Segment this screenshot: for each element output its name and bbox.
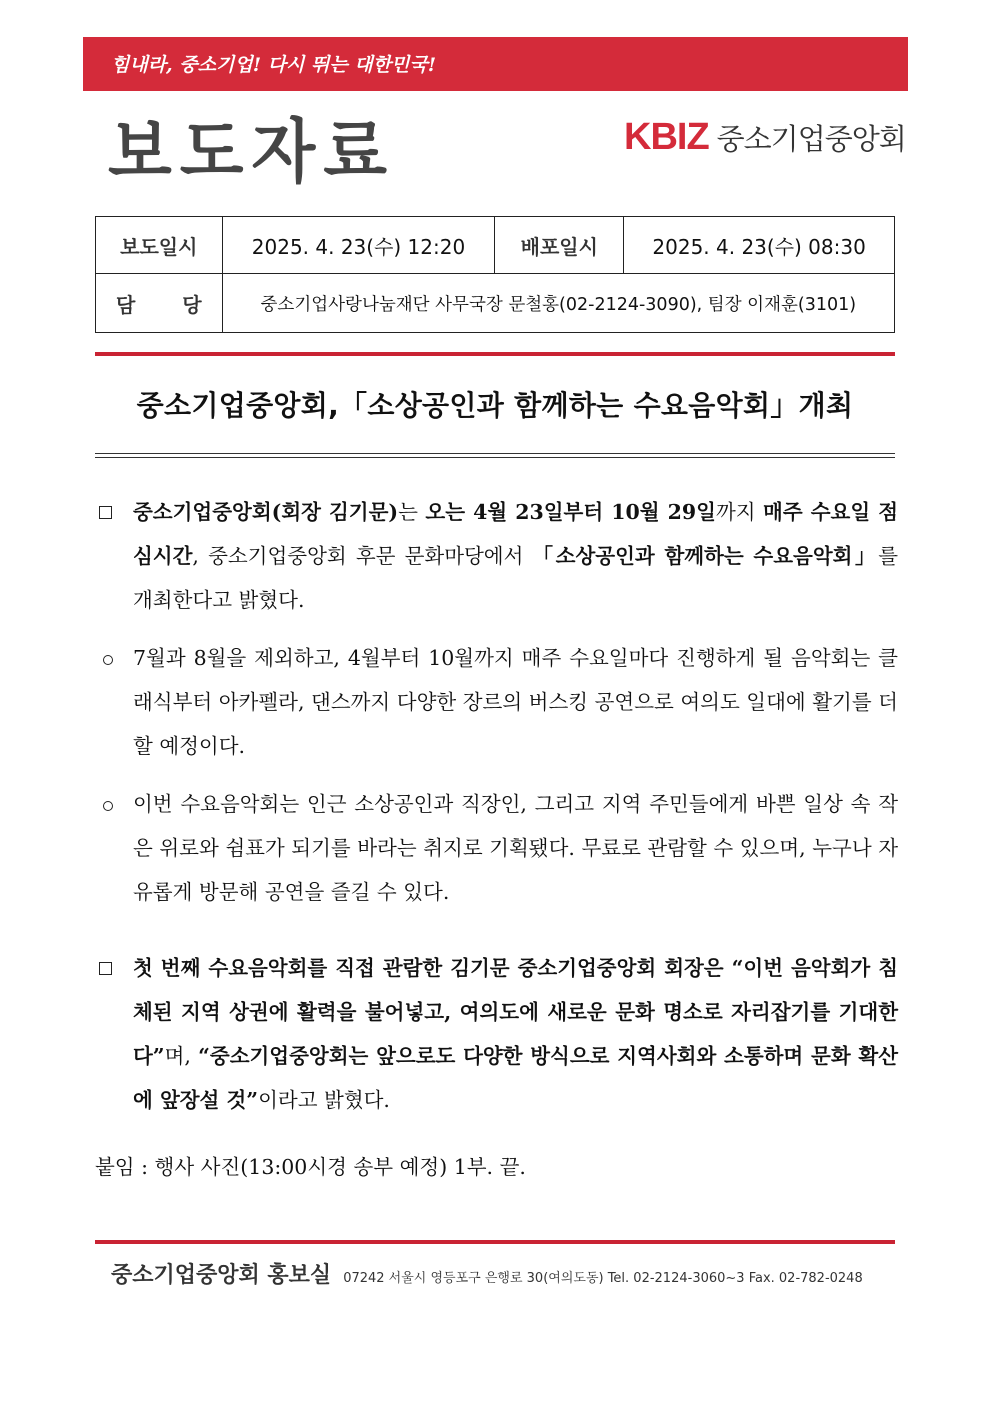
document-type-title: 보도자료	[108, 111, 396, 193]
paragraph-4	[95, 946, 898, 1122]
press-headline: 중소기업중앙회,「소상공인과 함께하는 수요음악회」개최	[136, 389, 854, 422]
slogan-banner	[83, 37, 908, 91]
p1-time: 매주 수요일 점심시간	[133, 500, 899, 568]
p1-text: , 중소기업중앙회 후문 문화마당에서	[192, 544, 533, 568]
attachment-note: 붙임 : 행사 사진(13:00시경 송부 예정) 1부. 끝.	[95, 1155, 526, 1179]
paragraph-1	[95, 490, 898, 622]
contact-label-part-2: 당	[182, 292, 202, 317]
paragraph-2	[95, 636, 898, 768]
paragraph-3	[95, 782, 898, 914]
contact-label	[96, 274, 223, 333]
p1-text: 를 개최한다고 밝혔다.	[133, 544, 898, 612]
p1-event-name: 「소상공인과 함께하는 수요음악회」	[532, 544, 879, 568]
release-info-row	[96, 217, 895, 274]
p4-text: 며,	[164, 1044, 199, 1068]
top-red-divider	[95, 352, 895, 356]
logo-org-name: 중소기업중앙회	[716, 121, 906, 156]
p1-text: 는	[398, 500, 426, 524]
p3-text: 이번 수요음악회는 인근 소상공인과 직장인, 그리고 지역 주민들에게 바쁜 일상 속 작은 위로와 쉼표가 되기를 바라는 취지로 기획됐다. 무료로 관람할 수 있으며, 누구나 자유롭게 방문해 공연을 즐길 수 있다.	[133, 792, 898, 904]
footer-address: 07242 서울시 영등포구 은행로 30(여의도동) Tel. 02-2124-3060~3 Fax. 02-782-0248	[343, 1271, 863, 1286]
p1-text: 까지	[715, 500, 764, 524]
distribution-date-value: 2025. 4. 23(수) 08:30	[624, 217, 895, 274]
p4-quote-1: 첫 번째 수요음악회를 직접 관람한 김기문 중소기업중앙회 회장은 “이번 음악회가 침체된 지역 상권에 활력을 불어넣고, 여의도에 새로운 문화 명소로 자리잡기를 기대한다”	[133, 956, 898, 1068]
square-bullet-icon	[99, 506, 112, 519]
p4-text: 이라고 밝혔다.	[258, 1088, 390, 1112]
release-info-table	[95, 216, 895, 333]
circle-bullet-icon	[103, 655, 113, 665]
contact-value: 중소기업사랑나눔재단 사무국장 문철홍(02-2124-3090), 팀장 이재훈(3101)	[222, 274, 894, 333]
p1-period: 오는 4월 23일부터 10월 29일	[425, 500, 716, 524]
logo-brand: KBIZ	[624, 115, 709, 158]
bottom-red-divider	[95, 1240, 895, 1244]
contact-row	[96, 274, 895, 333]
p1-org-name: 중소기업중앙회(회장 김기문)	[133, 500, 399, 524]
release-date-label: 보도일시	[96, 217, 223, 274]
p4-quote-2: “중소기업중앙회는 앞으로도 다양한 방식으로 지역사회와 소통하며 문화 확산에 앞장설 것”	[133, 1044, 898, 1112]
banner-slogan: 힘내라, 중소기업! 다시 뛰는 대한민국!	[111, 54, 437, 76]
kbiz-logo	[624, 116, 906, 158]
p2-text: 7월과 8월을 제외하고, 4월부터 10월까지 매주 수요일마다 진행하게 될 음악회는 클래식부터 아카펠라, 댄스까지 다양한 장르의 버스킹 공연으로 여의도 일대에 활기를 더할 예정이다.	[133, 646, 898, 758]
headline-double-divider	[95, 453, 895, 458]
square-bullet-icon	[99, 962, 112, 975]
release-date-value: 2025. 4. 23(수) 12:20	[222, 217, 495, 274]
footer-department: 중소기업중앙회 홍보실	[111, 1263, 332, 1288]
footer	[111, 1258, 863, 1289]
contact-label-part-1: 담	[116, 292, 136, 317]
distribution-date-label: 배포일시	[495, 217, 624, 274]
circle-bullet-icon	[103, 801, 113, 811]
